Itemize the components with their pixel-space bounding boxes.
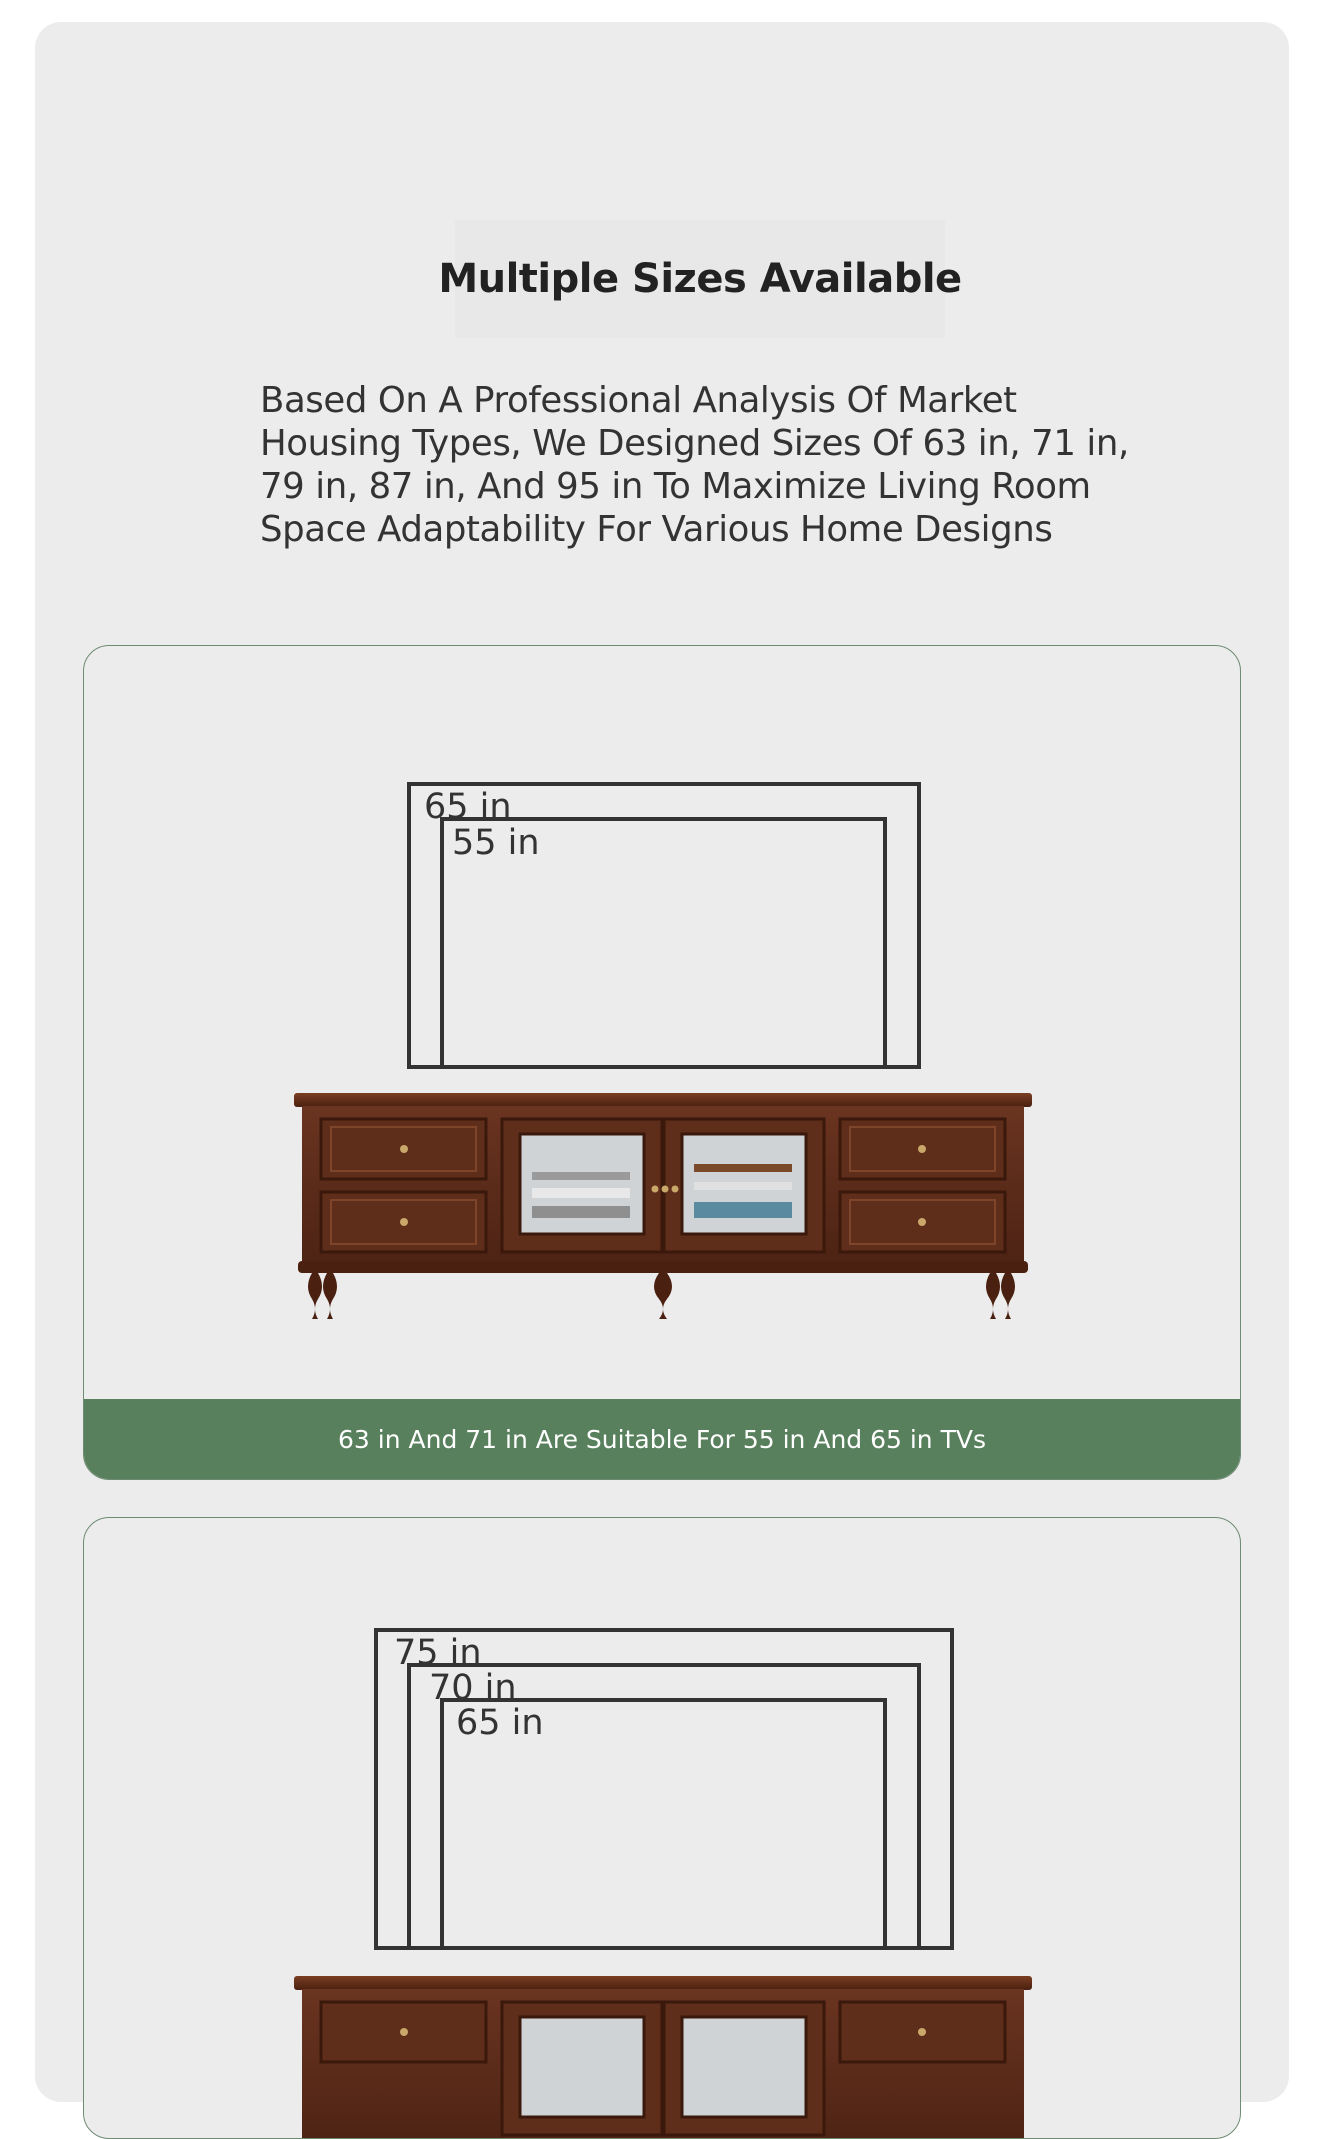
tv-label-65: 65 in — [424, 787, 512, 827]
tv-label-65-small: 65 in — [456, 1703, 544, 1743]
size-card-2 — [83, 1517, 1241, 2139]
size-card-1 — [83, 645, 1241, 1480]
section-description: Based On A Professional Analysis Of Market Housing Types, We Designed Sizes Of 63 in, 71 in, 79 in, 87 in, And 95 in To Maximize Living Room Space Adaptability For Various Home Designs — [260, 380, 1129, 550]
size-caption: 63 in And 71 in Are Suitable For 55 in And 65 in TVs — [84, 1399, 1240, 1479]
tv-cabinet-image — [294, 1093, 1032, 1319]
tv-label-55: 55 in — [452, 823, 540, 863]
tv-cabinet-image — [294, 1976, 1032, 2138]
tv-label-75: 75 in — [394, 1633, 482, 1673]
section-title: Multiple Sizes Available — [438, 256, 962, 302]
tv-size-illustration-2 — [84, 1518, 1240, 2138]
tv-label-70: 70 in — [429, 1668, 517, 1708]
tv-size-illustration-1 — [84, 646, 1240, 1479]
title-banner — [438, 220, 962, 338]
